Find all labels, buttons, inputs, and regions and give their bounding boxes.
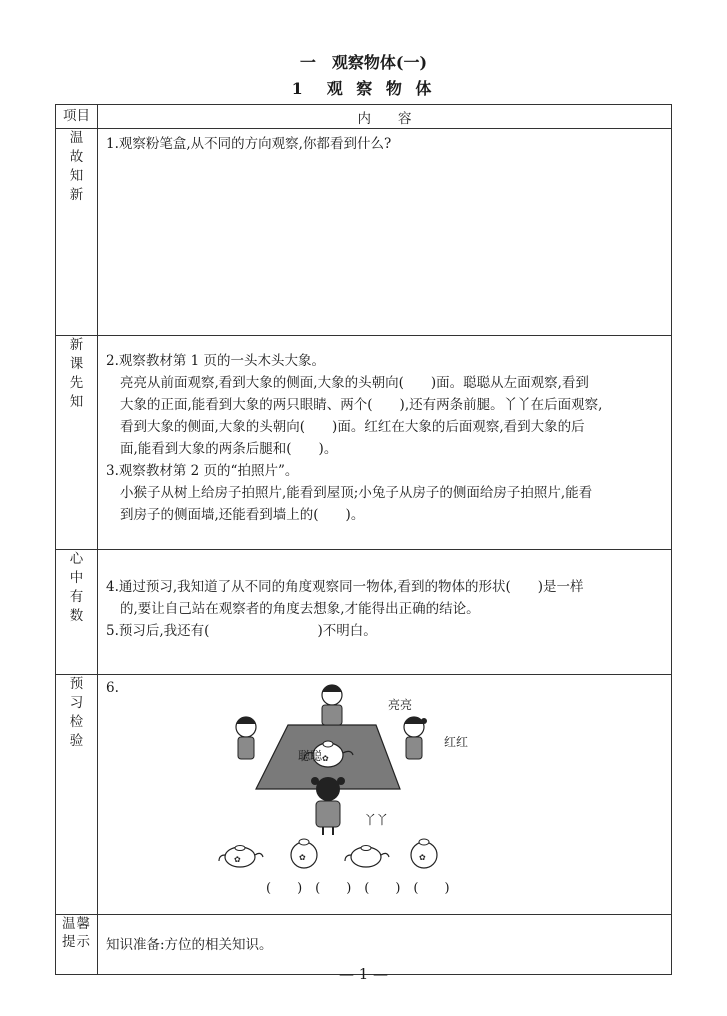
section-label-preview: 新课先知 [56, 336, 98, 550]
teapot-view-c-icon [345, 846, 389, 868]
section-content-review [98, 129, 672, 336]
unit-title: 一 观察物体(一) [299, 53, 428, 72]
question-1: 1.观察粉笔盒,从不同的方向观察,你都看到什么? [106, 136, 392, 152]
question-2-text: 面,能看到大象的两条后腿和( )。 [120, 441, 338, 457]
answer-blanks[interactable]: ( ) ( ) ( ) ( ) [266, 881, 450, 896]
column-header-item: 项目 [56, 105, 98, 129]
section-label-review: 温故知新 [56, 129, 98, 336]
section-content-check [98, 675, 672, 915]
question-3-text: 到房子的侧面墙,还能看到墙上的( )。 [120, 507, 365, 523]
question-6: 6. [106, 680, 119, 696]
child-top-figure [322, 685, 342, 725]
observation-figure [98, 699, 671, 914]
question-4-text: 的,要让自己站在观察者的角度去想象,才能得出正确的结论。 [120, 601, 480, 617]
svg-text:✿: ✿ [322, 754, 329, 763]
label-liangliang: 亮亮 [388, 698, 413, 712]
question-2-text: 大象的正面,能看到大象的两只眼睛、两个( ),还有两条前腿。丫丫在后面观察, [120, 397, 603, 413]
column-header-content: 内 容 [98, 105, 672, 129]
tip-text: 知识准备:方位的相关知识。 [106, 936, 273, 953]
label-congcong: 聪聪 [298, 749, 323, 763]
svg-text:✿: ✿ [234, 855, 241, 864]
teapot-view-b-icon [291, 839, 317, 868]
label-yaya: 丫丫 [364, 813, 389, 827]
question-2-text: 亮亮从前面观察,看到大象的侧面,大象的头朝向( )面。聪聪从左面观察,看到 [120, 375, 589, 391]
lesson-title: 1 观 察 物 体 [291, 79, 436, 98]
svg-text:✿: ✿ [419, 853, 426, 862]
worksheet-table [55, 104, 672, 975]
question-2-text: 看到大象的侧面,大象的头朝向( )面。红红在大象的后面观察,看到大象的后 [120, 419, 585, 435]
question-2: 2.观察教材第 1 页的一头木头大象。 [106, 353, 326, 369]
teapot-view-d-icon [411, 839, 437, 868]
child-left-figure [236, 717, 256, 759]
page-number: — 1 — [338, 965, 389, 983]
question-5: 5.预习后,我还有( )不明白。 [106, 623, 377, 639]
question-4: 4.通过预习,我知道了从不同的角度观察同一物体,看到的物体的形状( )是一样 [106, 579, 584, 595]
child-right-figure [404, 717, 427, 759]
teapot-view-a-icon [219, 846, 263, 868]
section-content-mind [98, 550, 672, 675]
question-3-text: 小猴子从树上给房子拍照片,能看到屋顶;小兔子从房子的侧面给房子拍照片,能看 [120, 485, 593, 501]
section-label-tip: 温馨提示 [56, 915, 98, 975]
question-3: 3.观察教材第 2 页的“拍照片”。 [106, 463, 299, 479]
section-label-check: 预习检验 [56, 675, 98, 915]
label-honghong: 红红 [444, 735, 469, 749]
svg-text:✿: ✿ [299, 853, 306, 862]
section-label-mind: 心中有数 [56, 550, 98, 675]
section-content-preview [98, 336, 672, 550]
